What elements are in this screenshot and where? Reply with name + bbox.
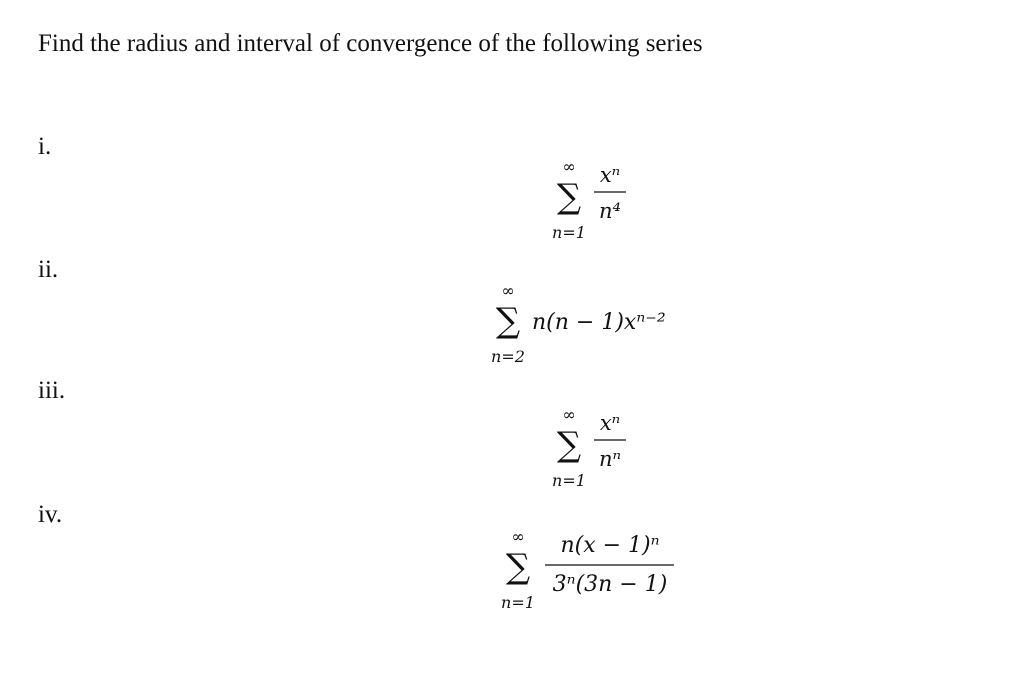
summation-symbol: ∑ xyxy=(556,425,582,465)
series-numerator: n(x − 1)ⁿ xyxy=(560,533,660,558)
series-denominator: 3ⁿ(3n − 1) xyxy=(552,572,668,597)
series-numerator: xⁿ xyxy=(599,163,621,187)
series-upper-limit: ∞ xyxy=(562,405,576,424)
problem-label-ii: ii. xyxy=(38,256,59,283)
problem-heading: Find the radius and interval of convergence of the following series xyxy=(38,30,703,57)
series-upper-limit: ∞ xyxy=(562,157,576,176)
series-upper-limit: ∞ xyxy=(501,281,515,300)
series-formula-iii xyxy=(536,396,646,496)
summation-symbol: ∑ xyxy=(505,547,531,587)
series-formula-ii xyxy=(476,272,696,372)
problem-label-iii: iii. xyxy=(38,377,66,404)
series-formula-i xyxy=(536,148,646,248)
problem-label-iv: iv. xyxy=(38,501,63,528)
series-numerator: xⁿ xyxy=(599,411,621,435)
series-denominator: n⁴ xyxy=(599,199,621,223)
summation-symbol: ∑ xyxy=(495,301,521,341)
series-lower-limit: n=1 xyxy=(552,471,586,490)
series-term: n(n − 1)xⁿ⁻² xyxy=(532,310,666,335)
series-lower-limit: n=1 xyxy=(552,223,586,242)
series-denominator: nⁿ xyxy=(598,447,622,471)
series-lower-limit: n=1 xyxy=(501,593,535,612)
series-lower-limit: n=2 xyxy=(491,347,525,366)
series-formula-iv xyxy=(486,518,686,618)
problem-label-i: i. xyxy=(38,133,52,160)
summation-symbol: ∑ xyxy=(556,177,582,217)
series-upper-limit: ∞ xyxy=(511,527,525,546)
